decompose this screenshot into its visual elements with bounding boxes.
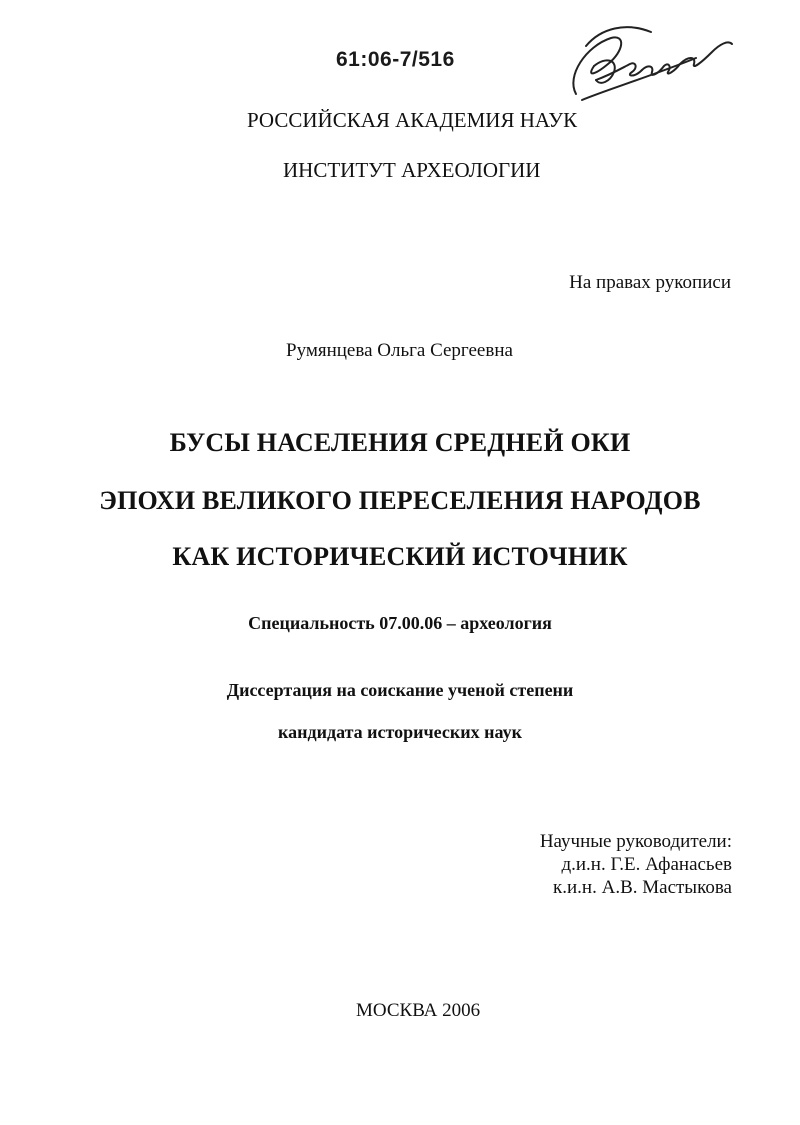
thesis-title-line-3: КАК ИСТОРИЧЕСКИЙ ИСТОЧНИК (172, 542, 628, 571)
specialty: Специальность 07.00.06 – археология (248, 613, 552, 633)
supervisors-block (540, 830, 732, 899)
dissertation-degree-line-2: кандидата исторических наук (278, 722, 522, 742)
supervisor-1: д.и.н. Г.Е. Афанасьев (561, 854, 732, 875)
supervisors-heading: Научные руководители: (539, 831, 732, 852)
institute-name: ИНСТИТУТ АРХЕОЛОГИИ (283, 158, 541, 182)
author-name: Румянцева Ольга Сергеевна (286, 340, 513, 361)
dissertation-degree-line-1: Диссертация на соискание ученой степени (226, 680, 574, 700)
thesis-title-line-2: ЭПОХИ ВЕЛИКОГО ПЕРЕСЕЛЕНИЯ НАРОДОВ (99, 486, 701, 515)
catalog-number: 61:06-7/516 (336, 48, 455, 71)
thesis-title-line-1: БУСЫ НАСЕЛЕНИЯ СРЕДНЕЙ ОКИ (169, 428, 631, 457)
manuscript-rights-note: На правах рукописи (569, 272, 731, 293)
organization-name: РОССИЙСКАЯ АКАДЕМИЯ НАУК (247, 108, 578, 132)
supervisor-2: к.и.н. А.В. Мастыкова (553, 877, 732, 898)
city-year: МОСКВА 2006 (356, 1000, 481, 1021)
handwritten-signature (556, 16, 736, 116)
